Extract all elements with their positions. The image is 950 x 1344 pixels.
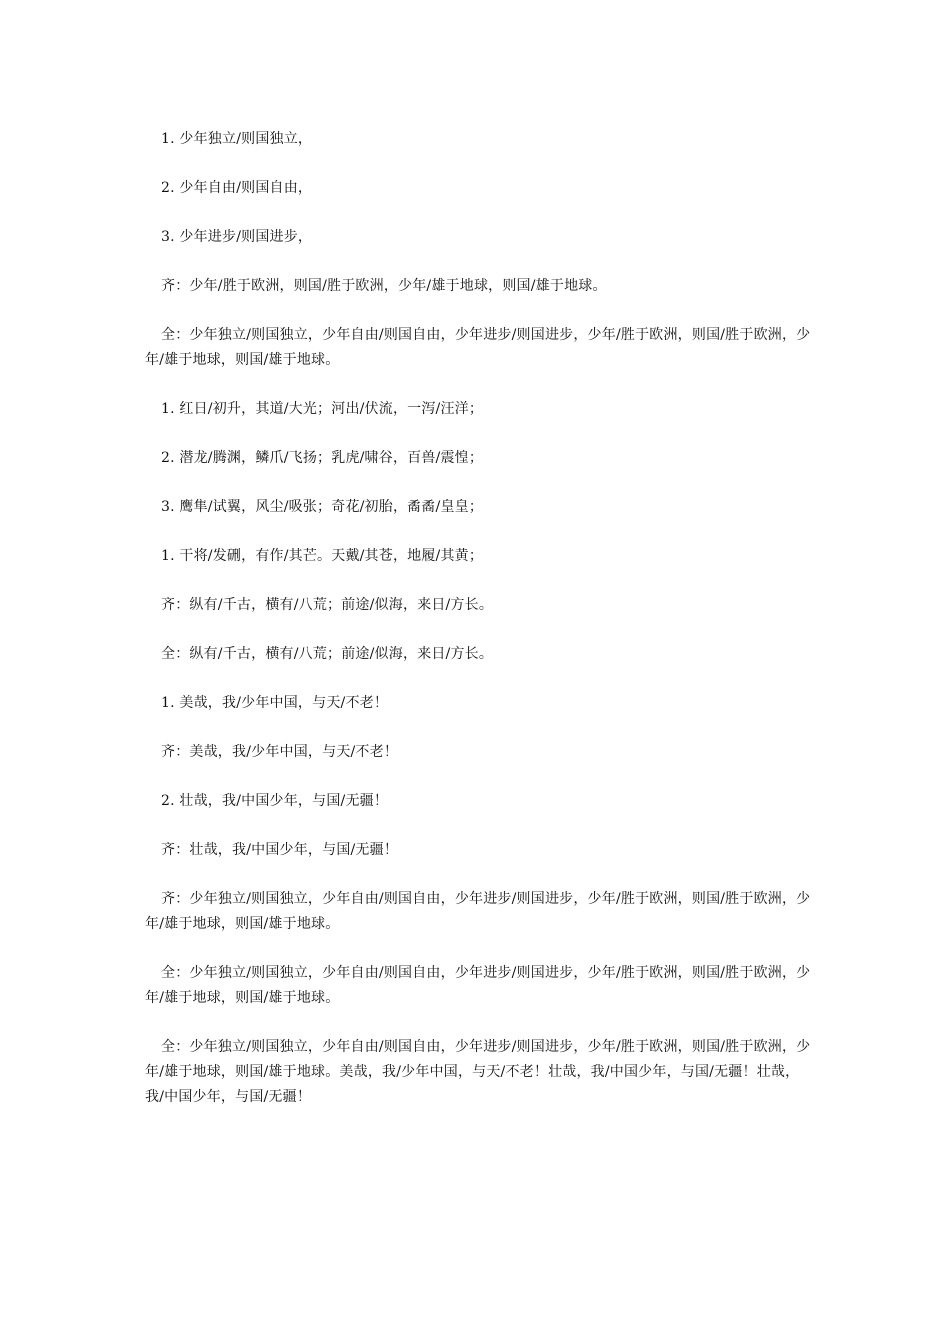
paragraph: 齐：纵有/千古，横有/八荒；前途/似海，来日/方长。 xyxy=(161,597,494,613)
paragraph: 齐：壮哉，我/中国少年，与国/无疆！ xyxy=(161,842,399,858)
paragraph: 齐：少年独立/则国独立，少年自由/则国自由，少年进步/则国进步，少年/胜于欧洲，则国/胜于欧洲，少年/雄于地球，则国/雄于地球。 xyxy=(145,891,811,932)
paragraph: 3. 鹰隼/试翼，风尘/吸张；奇花/初胎，矞矞/皇皇； xyxy=(161,499,484,515)
paragraph: 全：少年独立/则国独立，少年自由/则国自由，少年进步/则国进步，少年/胜于欧洲，则国/胜于欧洲，少年/雄于地球，则国/雄于地球。 xyxy=(145,965,811,1006)
paragraph: 全：少年独立/则国独立，少年自由/则国自由，少年进步/则国进步，少年/胜于欧洲，则国/胜于欧洲，少年/雄于地球，则国/雄于地球。 xyxy=(145,327,811,368)
paragraph: 2. 潜龙/腾渊，鳞爪/飞扬；乳虎/啸谷，百兽/震惶； xyxy=(161,450,484,466)
document-body xyxy=(145,127,813,1134)
paragraph: 1. 美哉，我/少年中国，与天/不老！ xyxy=(161,695,389,711)
paragraph: 齐：美哉，我/少年中国，与天/不老！ xyxy=(161,744,399,760)
paragraph: 1. 红日/初升，其道/大光；河出/伏流，一泻/汪洋； xyxy=(161,401,484,417)
paragraph: 2. 少年自由/则国自由， xyxy=(161,180,313,196)
paragraph: 1. 干将/发硎，有作/其芒。天戴/其苍，地履/其黄； xyxy=(161,548,484,564)
paragraph: 1. 少年独立/则国独立， xyxy=(161,131,313,147)
paragraph: 齐：少年/胜于欧洲，则国/胜于欧洲，少年/雄于地球，则国/雄于地球。 xyxy=(161,278,607,294)
paragraph: 3. 少年进步/则国进步， xyxy=(161,229,313,245)
paragraph: 2. 壮哉，我/中国少年，与国/无疆！ xyxy=(161,793,389,809)
paragraph: 全：少年独立/则国独立，少年自由/则国自由，少年进步/则国进步，少年/胜于欧洲，则国/胜于欧洲，少年/雄于地球，则国/雄于地球。美哉，我/少年中国，与天/不老！壮哉，我/中国少年，与国/无疆！壮哉，我/中国少年，与国/无疆！ xyxy=(145,1039,811,1105)
paragraph: 全：纵有/千古，横有/八荒；前途/似海，来日/方长。 xyxy=(161,646,494,662)
